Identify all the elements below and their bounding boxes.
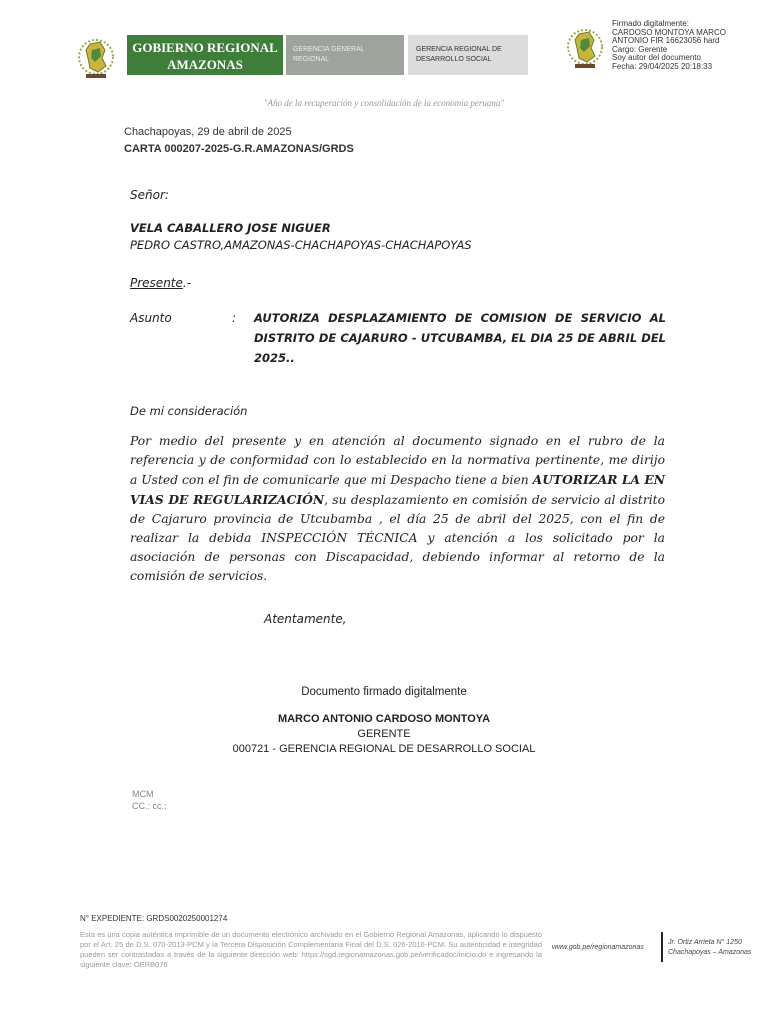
presente-suffix: .- [182,276,192,290]
office-line1: GERENCIA REGIONAL DE [416,46,502,53]
stamp-line: Soy autor del documento [612,53,701,63]
banner-title-line2: AMAZONAS [167,57,243,72]
regional-emblem-logo [76,36,116,80]
stamp-line: Cargo: Gerente [612,44,668,54]
subject-text: AUTORIZA DESPLAZAMIENTO DE COMISION DE SERVICIO AL DISTRITO DE CAJARURO - UTCUBAMBA, EL DIA 25 DE ABRIL DEL 2025.. [254,311,666,365]
initials: MCM [132,789,154,799]
body-bold: AUTORIZAR LA EN VIAS DE REGULARIZACIÓN [130,472,665,507]
subject-label: Asunto [130,311,172,325]
stamp-line: CARDOSO MONTOYA MARCO [612,27,726,37]
presente-word: Presente [130,276,183,290]
greeting: De mi consideración [130,404,248,418]
footer-divider [661,932,663,962]
letter-date: Chachapoyas, 29 de abril de 2025 [124,126,292,138]
office-banner [408,35,528,75]
signer-office: 000721 - GERENCIA REGIONAL DE DESARROLLO SOCIAL [232,743,536,755]
stamp-line: ANTONIO FIR 16623056 hard [612,36,720,46]
department-line2: REGIONAL [293,56,330,63]
letter-reference: CARTA 000207-2025-G.R.AMAZONAS/GRDS [124,143,354,155]
salutation: Señor: [130,188,169,202]
year-motto: "Año de la recuperación y consolidación de la economía peruana" [263,98,505,108]
letter-body [130,432,665,586]
presente-line [130,276,191,290]
recipient-address: PEDRO CASTRO,AMAZONAS-CHACHAPOYAS-CHACHAPOYAS [130,238,472,252]
regional-emblem-logo-right [565,26,605,70]
stamp-line: Firmado digitalmente: [612,19,689,28]
signer-name: MARCO ANTONIO CARDOSO MONTOYA [277,713,491,725]
digital-signature-stamp [612,20,768,72]
institution-banner [127,35,283,75]
authenticity-note: Esta es una copia auténtica imprimible de un documento electrónico archivado en el Gobierno Regional Amazonas, aplicando lo dispuesto por el Art. 25 de D.S. 070-2013-PCM y la Tercera Disposición Complementaria Final del D.S. 026-2016-PCM. Su autenticidad e integridad pueden ser contrastadas a través de la siguiente dirección web: https://sgd.regionamazonas.gob.pe/verificadoc/inicio.do e ingresando la siguiente clave: OERB076 [80,930,542,969]
address-line2: Chachapoyas – Amazonas [668,949,752,956]
footer-address [668,938,751,958]
copies: CC.: cc.: [132,801,167,811]
body-part2: , su desplazamiento en comisión de servicio al distrito de Cajaruro provincia de Utcubamba , el día 25 de abril del 2025, con el fin de realizar la debida INSPECCIÓN TÉCNICA y atención a los solicitado por la asociación de personas con Discapacidad, debiendo informar al retorno de la comisión de servicios. [130,493,665,583]
recipient-name: VELA CABALLERO JOSE NIGUER [130,221,331,235]
subject-colon: : [232,311,237,325]
body-part1: Por medio del presente y en atención al documento signado en el rubro de la referencia y de conformidad con lo establecido en la normativa pertinente, me dirijo a Usted con el fin de comunicarle que mi Despacho tiene a bien [130,434,665,487]
expediente-number: N° EXPEDIENTE: GRDS0020250001274 [80,914,228,923]
address-line1: Jr. Ortiz Arrieta N° 1250 [668,939,742,946]
signer-role: GERENTE [357,728,411,740]
closing: Atentamente, [264,612,347,626]
banner-title-line1: GOBIERNO REGIONAL [132,40,278,55]
department-line1: GERENCIA GENERAL [293,46,365,53]
stamp-line: Fecha: 29/04/2025 20:18:33 [612,61,713,71]
digital-signature-note: Documento firmado digitalmente [301,686,467,698]
office-line2: DESARROLLO SOCIAL [416,56,492,63]
department-banner [286,35,404,75]
footer-website: www.gob.pe/regionamazonas [552,944,644,951]
